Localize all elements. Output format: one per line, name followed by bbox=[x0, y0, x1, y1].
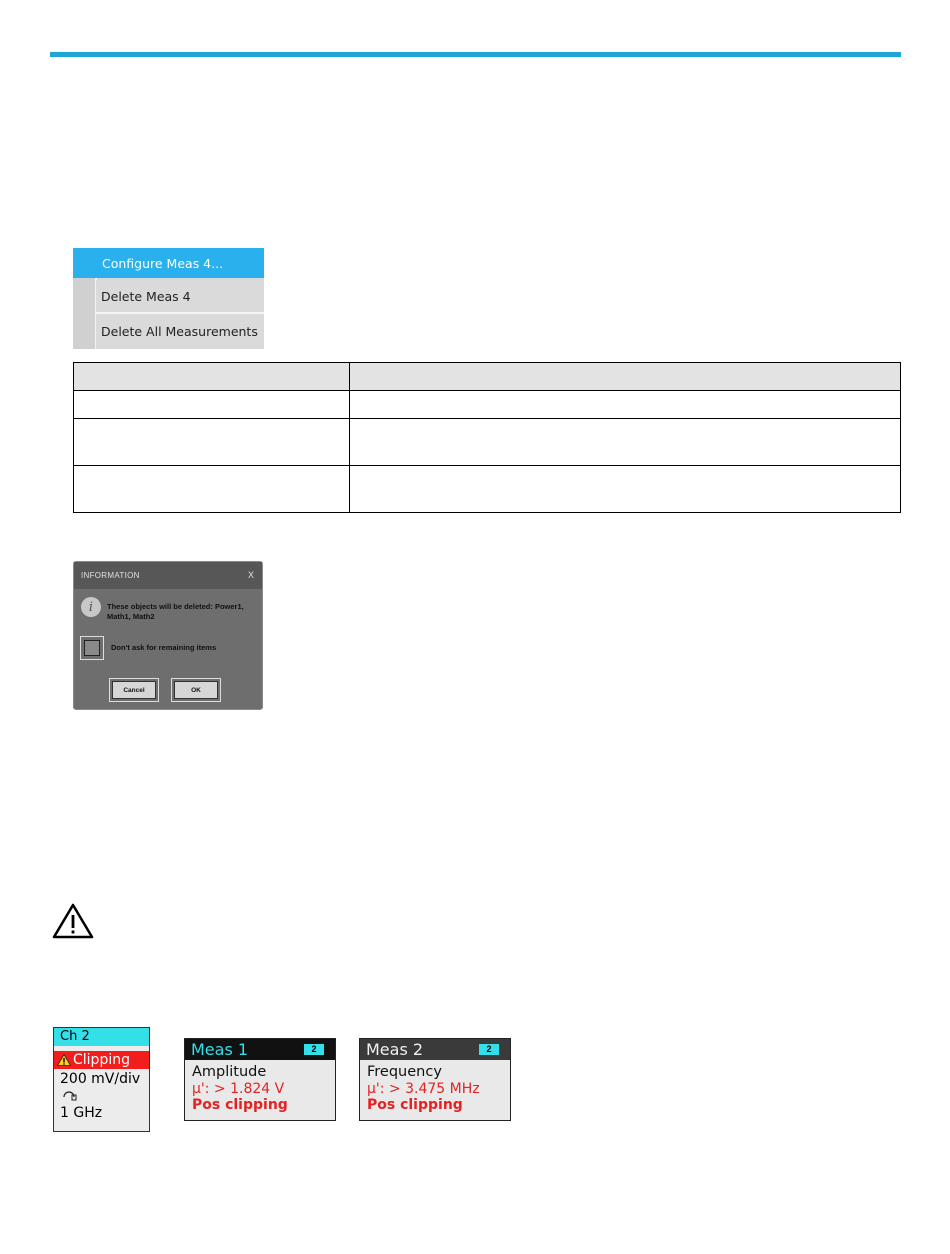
table-row bbox=[74, 466, 901, 513]
menu-item-delete-all-measurements[interactable]: Delete All Measurements bbox=[96, 314, 264, 349]
dont-ask-label: Don't ask for remaining items bbox=[111, 643, 217, 652]
table-header-row bbox=[74, 363, 901, 391]
table-row bbox=[74, 419, 901, 466]
meas-title: Meas 2 bbox=[366, 1040, 424, 1059]
context-menu bbox=[73, 248, 264, 349]
top-rule bbox=[50, 52, 901, 57]
meas-type: Amplitude bbox=[192, 1064, 267, 1080]
table-header-cell bbox=[350, 363, 901, 391]
menu-item-configure-meas[interactable]: Configure Meas 4... bbox=[73, 248, 264, 278]
meas-badge-header bbox=[185, 1039, 335, 1060]
table-cell bbox=[74, 419, 350, 466]
meas-type: Frequency bbox=[367, 1064, 442, 1080]
ok-button[interactable] bbox=[171, 678, 221, 702]
meas-badge-header bbox=[360, 1039, 510, 1060]
dialog-title: INFORMATION bbox=[81, 571, 140, 580]
channel-title: Ch 2 bbox=[54, 1028, 149, 1046]
meas-status: Pos clipping bbox=[192, 1097, 288, 1113]
warning-icon bbox=[51, 902, 95, 940]
info-icon: i bbox=[81, 597, 101, 617]
dont-ask-checkbox[interactable] bbox=[80, 636, 104, 660]
cancel-button[interactable] bbox=[109, 678, 159, 702]
menu-item-delete-meas[interactable]: Delete Meas 4 bbox=[96, 280, 264, 312]
meas-title: Meas 1 bbox=[191, 1040, 249, 1059]
meas-badge-1[interactable] bbox=[184, 1038, 336, 1121]
context-menu-rail bbox=[73, 278, 95, 349]
clipping-status bbox=[54, 1051, 149, 1069]
table-cell bbox=[350, 391, 901, 419]
bandwidth-label: 1 GHz bbox=[60, 1105, 103, 1121]
clipping-label: Clipping bbox=[73, 1052, 130, 1068]
warning-icon bbox=[57, 1054, 71, 1066]
table-cell bbox=[74, 391, 350, 419]
table-cell bbox=[350, 466, 901, 513]
cancel-button-label: Cancel bbox=[112, 681, 156, 699]
table-cell bbox=[350, 419, 901, 466]
channel-badge[interactable] bbox=[53, 1027, 150, 1132]
data-table bbox=[73, 362, 901, 513]
information-dialog bbox=[73, 561, 263, 710]
vertical-scale: 200 mV/div bbox=[60, 1071, 141, 1087]
ok-button-label: OK bbox=[174, 681, 218, 699]
dialog-message: These objects will be deleted: Power1, Math1, Math2 bbox=[107, 602, 244, 621]
source-badge: 2 bbox=[479, 1044, 499, 1055]
table-header-cell bbox=[74, 363, 350, 391]
meas-value: µ': > 3.475 MHz bbox=[367, 1081, 480, 1097]
table-cell bbox=[74, 466, 350, 513]
meas-value: µ': > 1.824 V bbox=[192, 1081, 285, 1097]
probe-icon bbox=[54, 1087, 149, 1103]
dialog-header bbox=[74, 562, 262, 589]
source-badge: 2 bbox=[304, 1044, 324, 1055]
table-row bbox=[74, 391, 901, 419]
meas-status: Pos clipping bbox=[367, 1097, 463, 1113]
meas-badge-2[interactable] bbox=[359, 1038, 511, 1121]
close-icon[interactable]: X bbox=[247, 570, 254, 580]
